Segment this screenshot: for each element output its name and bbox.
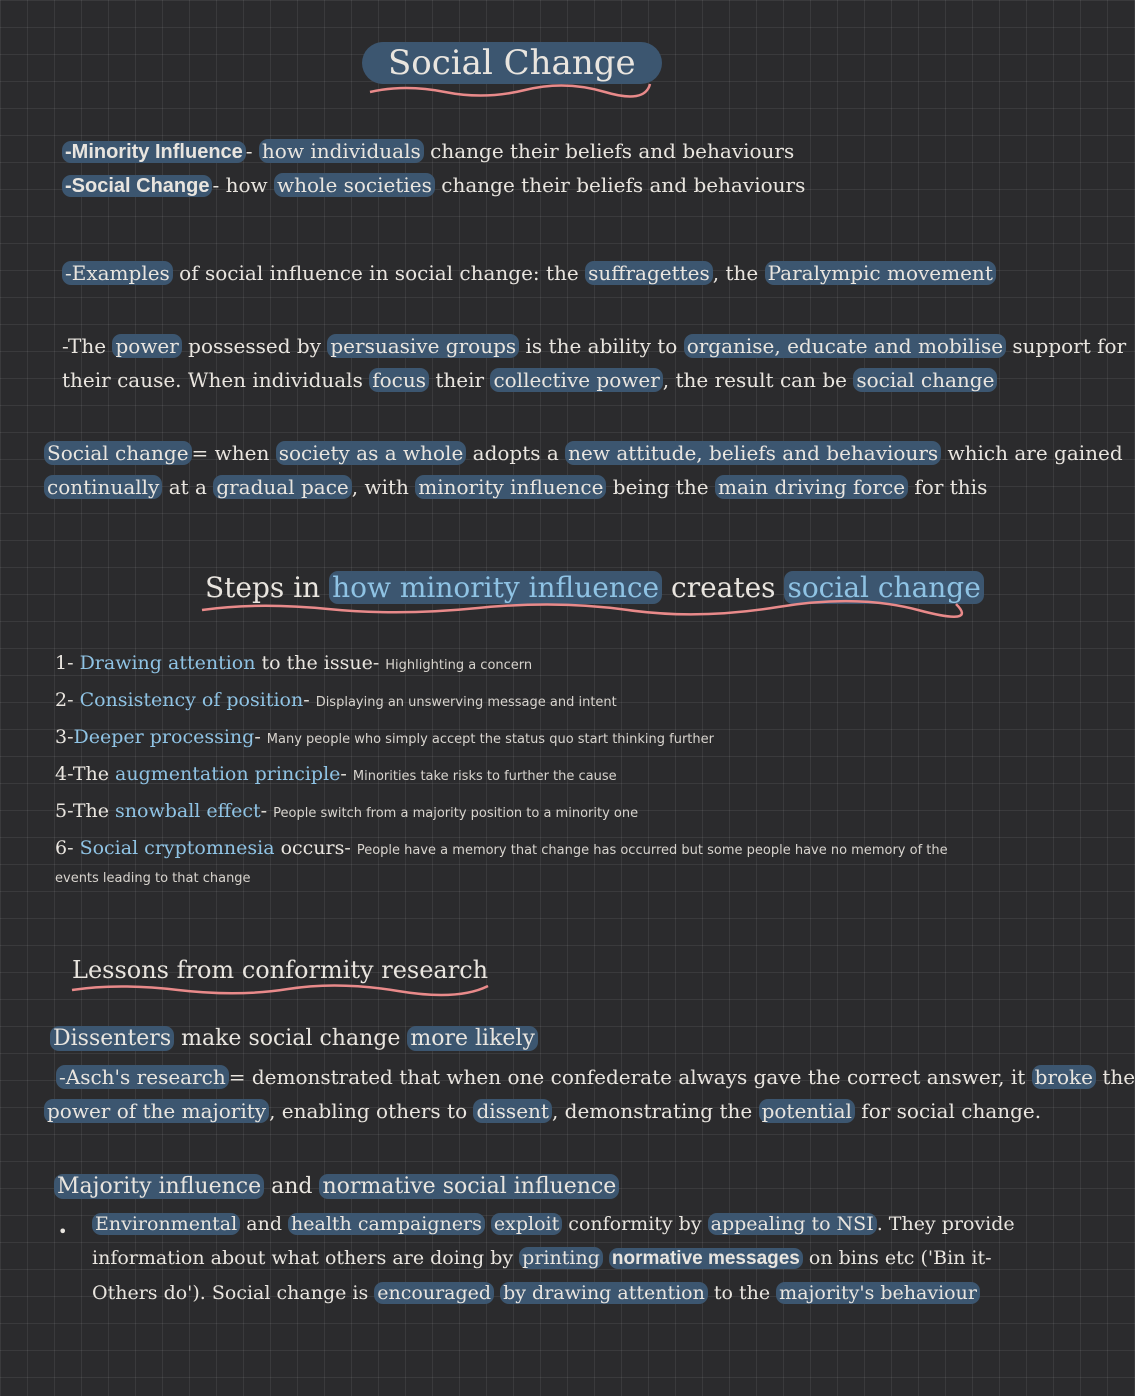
term-minority-influence: -Minority Influence xyxy=(62,141,246,163)
hl-how-individuals: how individuals xyxy=(259,139,424,163)
majority-heading: Majority influence and normative social influence xyxy=(54,1170,619,1204)
bullet-point: • xyxy=(58,1222,68,1241)
examples-line: -Examples of social influence in social change: the suffragettes , the Paralympic movement xyxy=(62,256,996,290)
step-5: 5-The snowball effect- People switch from a majority position to a minority one xyxy=(55,800,639,822)
majority-paragraph xyxy=(92,1207,1015,1310)
lessons-heading: Lessons from conformity research xyxy=(72,956,489,984)
steps-list xyxy=(55,646,948,890)
step-6: 6- Social cryptomnesia occurs- People have a memory that change has occurred but some people have no memory of the xyxy=(55,837,948,859)
majority-line-2: information about what others are doing by printing normative messages on bins etc ('Bin it- xyxy=(92,1247,992,1269)
power-line-2: their cause. When individuals focus their collective power , the result can be social change xyxy=(62,363,997,397)
hl-whole-societies: whole societies xyxy=(274,173,435,197)
step-6-continued: events leading to that change xyxy=(55,871,251,886)
majority-line-1: Environmental and health campaigners exploit conformity by appealing to NSI . They provide xyxy=(92,1207,1015,1241)
asch-line-1: -Asch's research = demonstrated that when one confederate always gave the correct answer, it broke the xyxy=(56,1060,1135,1094)
majority-line-3: Others do'). Social change is encouraged by drawing attention to the majority's behaviour xyxy=(92,1276,1015,1310)
lessons-underline xyxy=(68,980,492,998)
definition-social-change: -Social Change - how whole societies change their beliefs and behaviours xyxy=(62,168,805,203)
dissenters-heading: Dissenters make social change more likely xyxy=(50,1022,538,1056)
definition-minority: -Minority Influence - how individuals change their beliefs and behaviours xyxy=(62,134,794,169)
step-4: 4-The augmentation principle- Minorities take risks to further the cause xyxy=(55,763,617,785)
title-underline xyxy=(365,80,655,100)
definition-line-2: continually at a gradual pace , with minority influence being the main driving force for this xyxy=(44,470,987,504)
asch-line-2: power of the majority , enabling others to dissent , demonstrating the potential for social change. xyxy=(44,1094,1041,1128)
definition-line-1: Social change = when society as a whole adopts a new attitude, beliefs and behaviours which are gained xyxy=(44,436,1123,470)
steps-underline xyxy=(198,598,960,618)
power-line-1: -The power possessed by persuasive groups is the ability to organise, educate and mobilise support for xyxy=(62,334,1127,358)
step-1: 1- Drawing attention to the issue- Highlighting a concern xyxy=(55,652,533,674)
steps-heading: Steps in how minority influence creates social change xyxy=(205,570,984,606)
step-3: 3-Deeper processing- Many people who simply accept the status quo start thinking further xyxy=(55,726,714,748)
step-2: 2- Consistency of position- Displaying an unswerving message and intent xyxy=(55,689,617,711)
term-social-change: -Social Change xyxy=(62,175,212,197)
page-title: Social Change xyxy=(362,42,662,84)
